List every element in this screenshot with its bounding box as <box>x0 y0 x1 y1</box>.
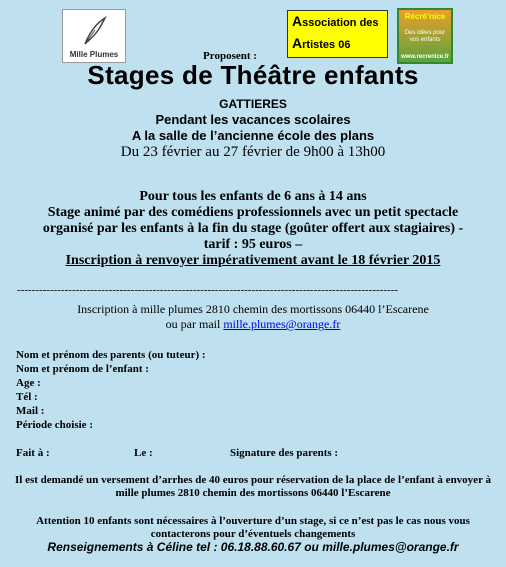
location-name: GATTIERES <box>219 97 287 111</box>
tel-label: Tél : <box>16 391 38 403</box>
proposent-label: Proposent : <box>203 50 257 62</box>
deposit-notice: Il est demandé un versement d’arrhes de 40 euros pour réservation de la place de l’enfant à envoyer à mille plumes 2810 chemin des mortissons 06440 l’Escarene <box>14 474 491 499</box>
period-text: Pendant les vacances scolaires <box>155 112 351 127</box>
deadline-text: Inscription à renvoyer impérativement avant le 18 février 2015 <box>65 253 441 268</box>
price-text: tarif : 95 euros – <box>203 237 303 252</box>
mail-label: Mail : <box>16 405 45 417</box>
page-title: Stages de Théâtre enfants <box>87 60 419 90</box>
registration-mail-line <box>0 317 506 332</box>
feather-icon <box>81 16 107 46</box>
artistes-initial: A <box>292 35 303 51</box>
association-line2: rtistes 06 <box>302 39 351 51</box>
contact-info: Renseignements à Céline tel : 06.18.88.60.67 ou mille.plumes@orange.fr <box>47 540 459 554</box>
age-label: Age : <box>16 377 41 389</box>
dates-text: Du 23 février au 27 février de 9h00 à 13h00 <box>120 144 386 160</box>
by-mail-prefix: ou par mail <box>165 317 224 331</box>
venue-text: A la salle de l’ancienne école des plans <box>131 128 375 143</box>
chosen-period-label: Période choisie : <box>16 419 93 431</box>
signature-label: Signature des parents : <box>230 447 339 459</box>
minimum-notice: Attention 10 enfants sont nécessaires à l’ouverture d’un stage, si ce n’est pas le cas nous vous contacterons pour d’éventuels changements <box>36 515 470 540</box>
description-line-1: Stage animé par des comédiens professionnels avec un petit spectacle <box>47 205 459 220</box>
parents-name-label: Nom et prénom des parents (ou tuteur) : <box>16 349 206 361</box>
email-link[interactable]: mille.plumes@orange.fr <box>223 317 341 331</box>
association-line1: ssociation des <box>302 17 379 29</box>
separator-line: -------------------------------------------------------------------------------------------------------- <box>17 284 398 296</box>
recrenice-title: Récré’nice <box>404 12 446 21</box>
registration-address: Inscription à mille plumes 2810 chemin des mortissons 06440 l’Escarene <box>77 302 429 316</box>
date-label: Le : <box>134 447 153 459</box>
done-at-label: Fait à : <box>16 447 50 459</box>
child-name-label: Nom et prénom de l’enfant : <box>16 363 149 375</box>
recrenice-tagline: Des idées pour vos enfants <box>404 30 446 43</box>
ages-text: Pour tous les enfants de 6 ans à 14 ans <box>139 189 367 204</box>
mille-plumes-logo-text: Mille Plumes <box>69 50 119 59</box>
association-initial: A <box>292 13 303 29</box>
recrenice-url: www.recrenice.fr <box>401 54 450 60</box>
description-line-2: organisé par les enfants à la fin du stage (goûter offert aux stagiaires) - <box>42 221 464 236</box>
